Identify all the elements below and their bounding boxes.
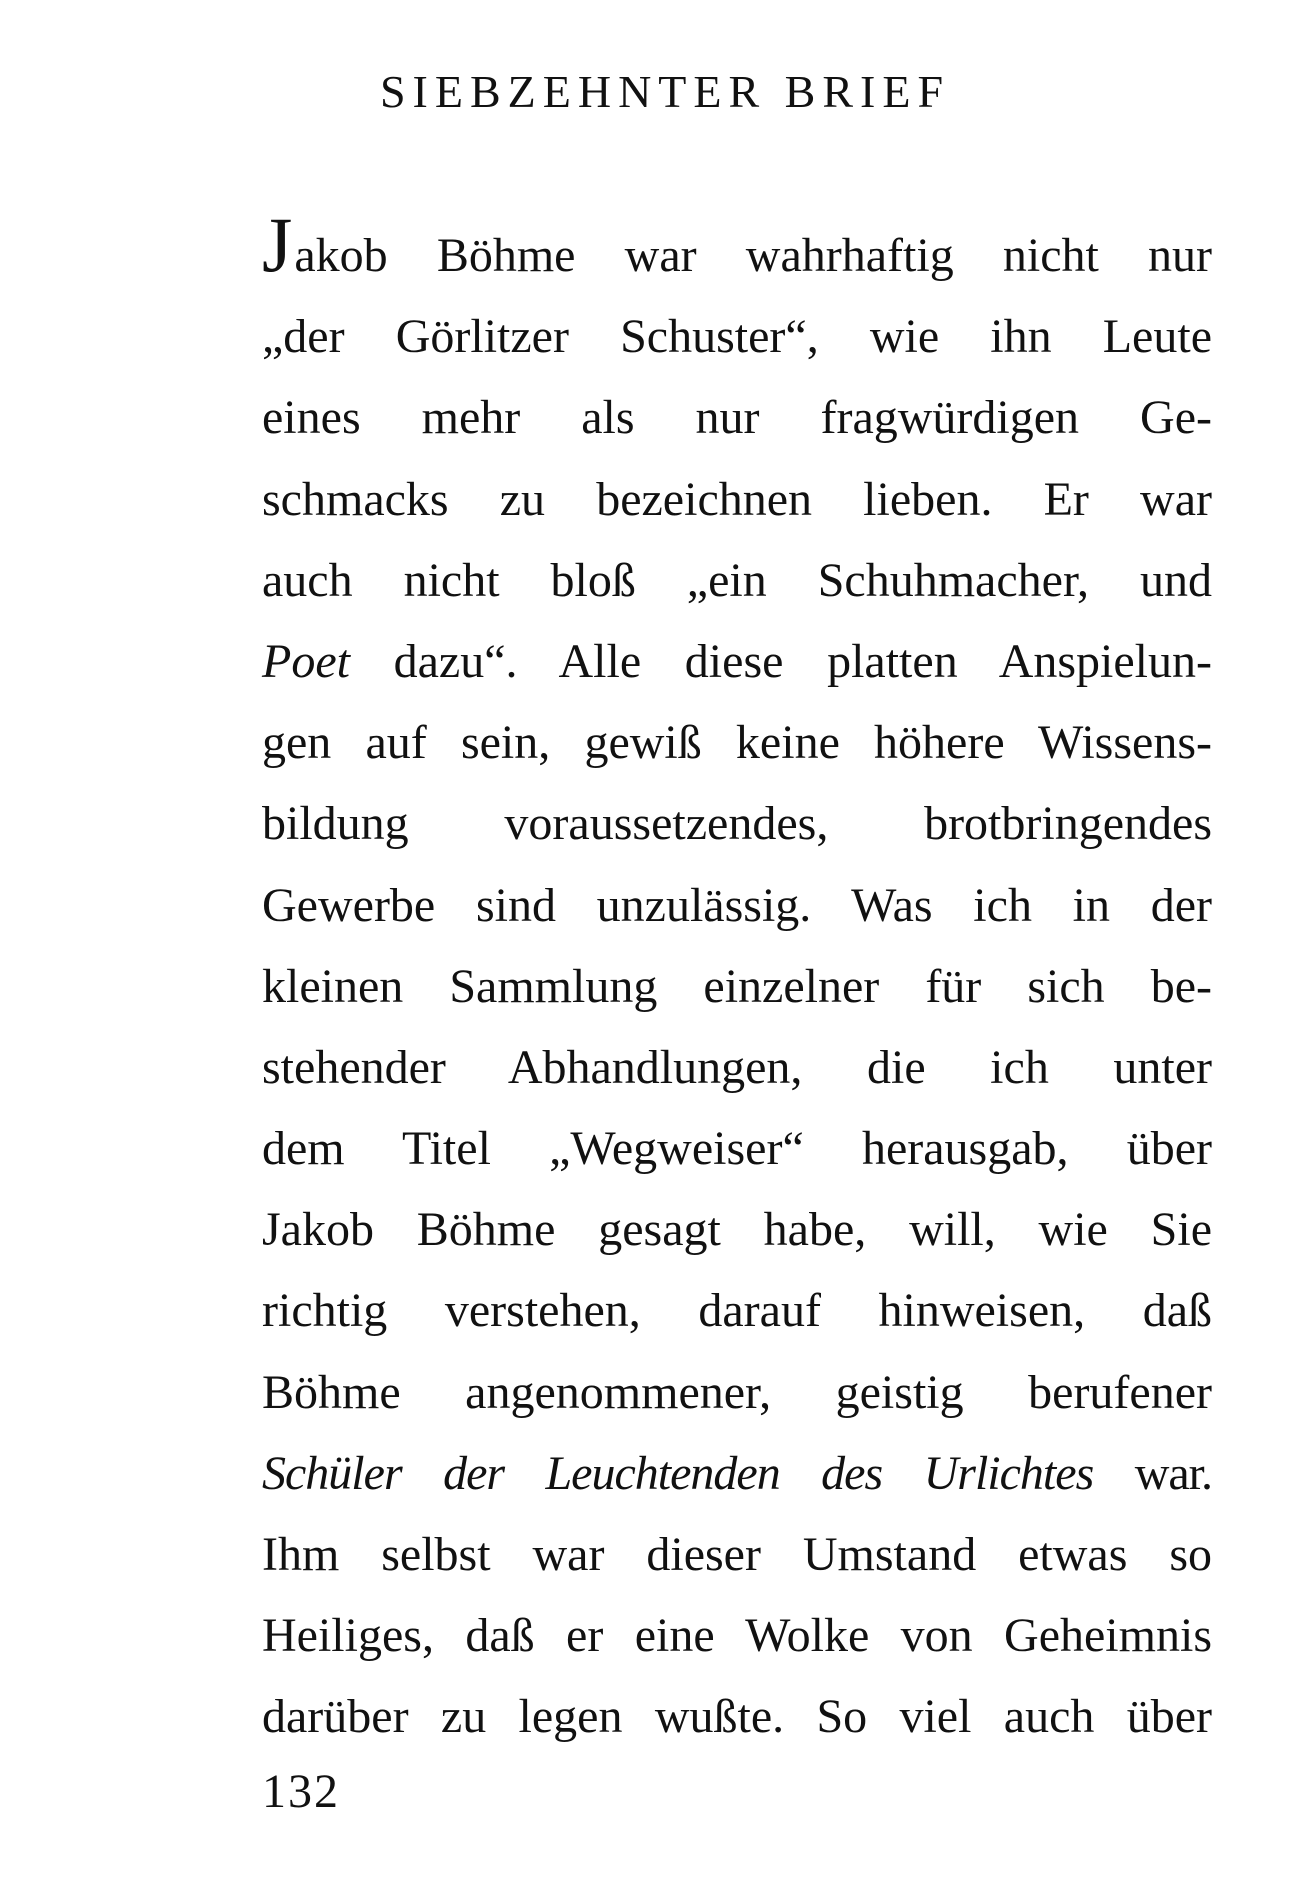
italic-emphasis: Poet [262,634,350,688]
text-line: „der Görlitzer Schuster“, wie ihn Leute [262,310,1212,364]
text-line: eines mehr als nur fragwürdigen Ge- [262,391,1212,445]
text-line: kleinen Sammlung einzelner für sich be- [262,959,1212,1013]
italic-emphasis: Schüler der Leuchtenden des Urlichtes [262,1446,1094,1500]
body-text [262,201,1212,1758]
text-line: Gewerbe sind unzulässig. Was ich in der [262,878,1212,932]
text-line: Ihm selbst war dieser Umstand etwas so [262,1528,1212,1581]
text-line: Böhme angenommener, geistig berufener [262,1365,1212,1419]
chapter-heading: SIEBZEHNTER BRIEF [379,66,951,117]
text-line: bildung voraussetzendes, brotbringendes [262,797,1212,851]
text-line: dem Titel „Wegweiser“ herausgab, über [262,1122,1212,1176]
text-line: Heiliges, daß er eine Wolke von Geheimnis [262,1609,1212,1663]
text-line: gen auf sein, gewiß keine höhere Wissens- [262,716,1212,770]
text-line: darüber zu legen wußte. So viel auch über [262,1690,1212,1744]
text-line: schmacks zu bezeichnen lieben. Er war [262,472,1212,526]
text-line: Jakob Böhme war wahrhaftig nicht nur [262,201,1212,288]
drop-cap: J [262,201,293,288]
page-number: 132 [262,1765,340,1818]
text-line: Poet dazu“. Alle diese platten Anspielun- [262,634,1212,688]
text-line: Schüler der Leuchtenden des Urlichtes war. [262,1446,1212,1500]
text-line: stehender Abhandlungen, die ich unter [262,1040,1212,1094]
text-line: auch nicht bloß „ein Schuhmacher, und [262,553,1212,607]
text-line: Jakob Böhme gesagt habe, will, wie Sie [262,1203,1212,1257]
text-line: richtig verstehen, darauf hinweisen, daß [262,1284,1212,1338]
